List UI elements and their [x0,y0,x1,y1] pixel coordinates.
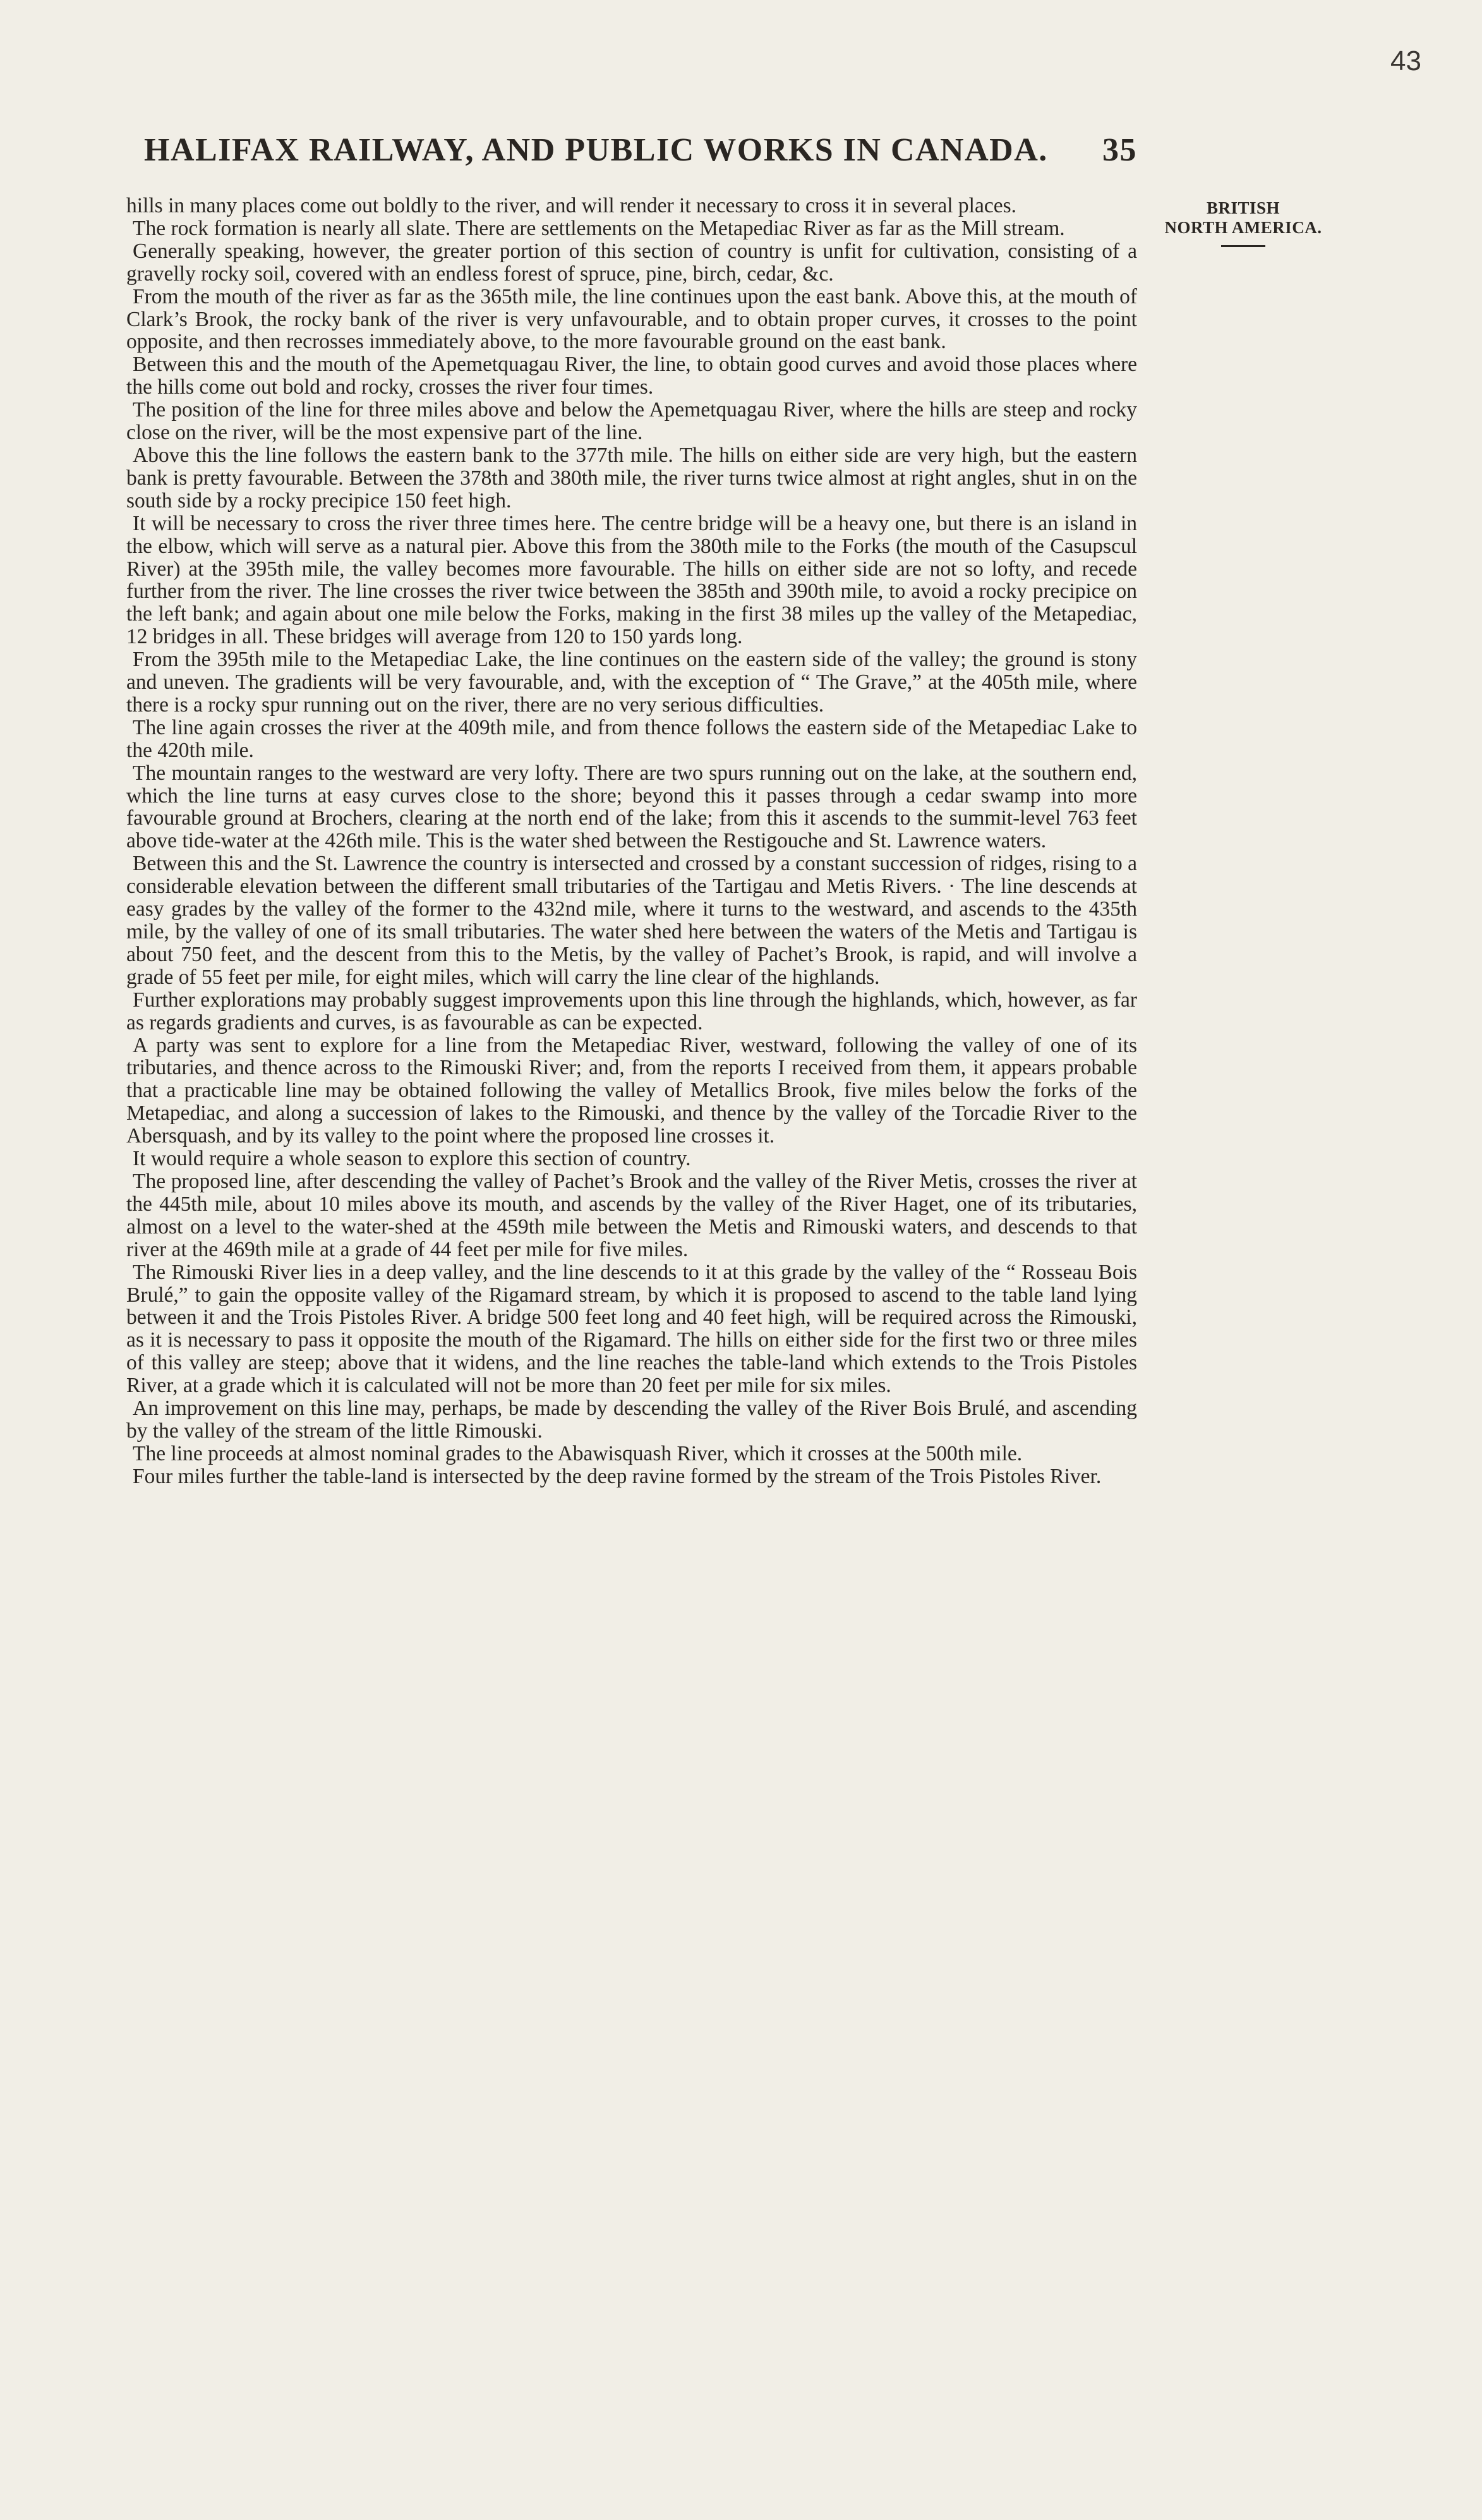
running-head [144,131,1137,169]
paragraph: The rock formation is nearly all slate. There are settlements on the Metapediac River as far as the Mill stream. [133,216,1065,240]
margin-note-line-2: NORTH AMERICA. [1164,218,1322,237]
margin-note [1148,198,1338,247]
paragraph: The position of the line for three miles above and below the Apemetquagau River, where the hills are steep and rocky close on the river, will be the most expensive part of the line. [126,398,1137,445]
paragraph: Between this and the mouth of the Apemetquagau River, the line, to obtain good curves and avoid those places where the hills come out bold and rocky, crosses the river four times. [126,353,1137,399]
paragraph: The mountain ranges to the westward are very lofty. There are two spurs running out on the lake, at the southern end, which the line turns at easy curves close to the shore; beyond this it passes through a cedar swamp into more favourable ground at Brochers, clearing at the north end of the lake; from this it ascends to the summit-level 763 feet above tide-water at the 426th mile. This is the water shed between the Restigouche and St. Lawrence waters. [126,761,1137,853]
paragraph: The Rimouski River lies in a deep valley, and the line descends to it at this grade by the valley of the “ Rosseau Bois Brulé,” to gain the opposite valley of the Rigamard stream, by which it is proposed to ascend to the table land lying between it and the Trois Pistoles River. A bridge 500 feet long and 40 feet high, will be required across the Rimouski, as it is necessary to pass it opposite the mouth of the Rigamard. The hills on either side for the first two or three miles of this valley are steep; above that it widens, and the line reaches the table-land which extends to the Trois Pistoles River, at a grade which it is calculated will not be more than 20 feet per mile for six miles. [126,1260,1137,1398]
paragraph: An improvement on this line may, perhaps, be made by descending the valley of the River Bois Brulé, and ascending by the valley of the stream of the little Rimouski. [126,1396,1137,1443]
paragraph: It will be necessary to cross the river three times here. The centre bridge will be a heavy one, but there is an island in the elbow, which will serve as a natural pier. Above this from the 380th mile to the Forks (the mouth of the Casupscul River) at the 395th mile, the valley becomes more favourable. The hills on either side are not so lofty, and recede further from the river. The line crosses the river twice between the 385th and 390th mile, to avoid a rocky precipice on the left bank; and again about one mile below the Forks, making in the first 38 miles up the valley of the Metapediac, 12 bridges in all. These bridges will average from 120 to 150 yards long. [126,511,1137,649]
margin-note-rule [1221,245,1265,247]
running-head-title: HALIFAX RAILWAY, AND PUBLIC WORKS IN CANADA. [144,132,1048,168]
paragraph: Above this the line follows the eastern bank to the 377th mile. The hills on either side are very high, but the eastern bank is pretty favourable. Between the 378th and 380th mile, the river turns twice almost at right angles, shut in on the south side by a rocky precipice 150 feet high. [126,443,1137,512]
paragraph: It would require a whole season to explore this section of country. [133,1147,691,1171]
paragraph: Generally speaking, however, the greater portion of this section of country is unfit for cultivation, consisting of a gravelly rocky soil, covered with an endless forest of spruce, pine, birch, cedar, &c. [126,239,1137,286]
paragraph: Four miles further the table-land is intersected by the deep ravine formed by the stream of the Trois Pistoles River. [133,1464,1102,1488]
paragraph: From the 395th mile to the Metapediac Lake, the line continues on the eastern side of the valley; the ground is stony and uneven. The gradients will be very favourable, and, with the exception of “ The Grave,” at the 405th mile, where there is a rocky spur running out on the river, there are no very serious difficulties. [126,648,1137,717]
paragraph: A party was sent to explore for a line from the Metapediac River, westward, following the valley of one of its tributaries, and thence across to the Rimouski River; and, from the reports I received from them, it appears probable that a practicable line may be obtained following the valley of Metallics Brook, five miles below the forks of the Metapediac, and along a succession of lakes to the Rimouski, and thence by the valley of the Torcadie River to the Abersquash, and by its valley to the point where the proposed line crosses it. [126,1033,1137,1148]
margin-note-line-1: BRITISH [1206,198,1280,217]
paragraph: Between this and the St. Lawrence the country is intersected and crossed by a constant succession of ridges, rising to a considerable elevation between the different small tributaries of the Tartigau and Metis Rivers. · The line descends at easy grades by the valley of the former to the 432nd mile, where it turns to the westward, and ascends to the 435th mile, by the valley of one of its small tributaries. The water shed here between the waters of the Metis and Tartigau is about 750 feet, and the descent from this to the Metis, by the valley of Pachet’s Brook, is rapid, and will involve a grade of 55 feet per mile, for eight miles, which will carry the line clear of the highlands. [126,852,1137,989]
paragraph: From the mouth of the river as far as the 365th mile, the line continues upon the east bank. Above this, at the mouth of Clark’s Brook, the rocky bank of the river is very unfavourable, and to obtain proper curves, it crosses to the point opposite, and then recrosses immediately above, to the more favourable ground on the east bank. [126,284,1137,354]
paragraph: The proposed line, after descending the valley of Pachet’s Brook and the valley of the River Metis, crosses the river at the 445th mile, about 10 miles above its mouth, and ascends by the valley of the River Haget, one of its tributaries, almost on a level to the water-shed at the 459th mile between the Metis and Rimouski waters, and descends to that river at the 469th mile at a grade of 44 feet per mile for five miles. [126,1169,1137,1261]
running-head-folio: 35 [1102,132,1137,168]
page-number: 43 [1390,45,1421,76]
paragraph: Further explorations may probably suggest improvements upon this line through the highlands, which, however, as far as regards gradients and curves, is as favourable as can be expected. [126,988,1137,1034]
paragraph: The line proceeds at almost nominal grades to the Abawisquash River, which it crosses at the 500th mile. [133,1441,1023,1465]
paragraph: The line again crosses the river at the 409th mile, and from thence follows the eastern side of the Metapediac Lake to the 420th mile. [126,715,1137,762]
paragraph: hills in many places come out boldly to the river, and will render it necessary to cross it in several places. [126,194,1016,217]
body-text [126,195,1137,1488]
